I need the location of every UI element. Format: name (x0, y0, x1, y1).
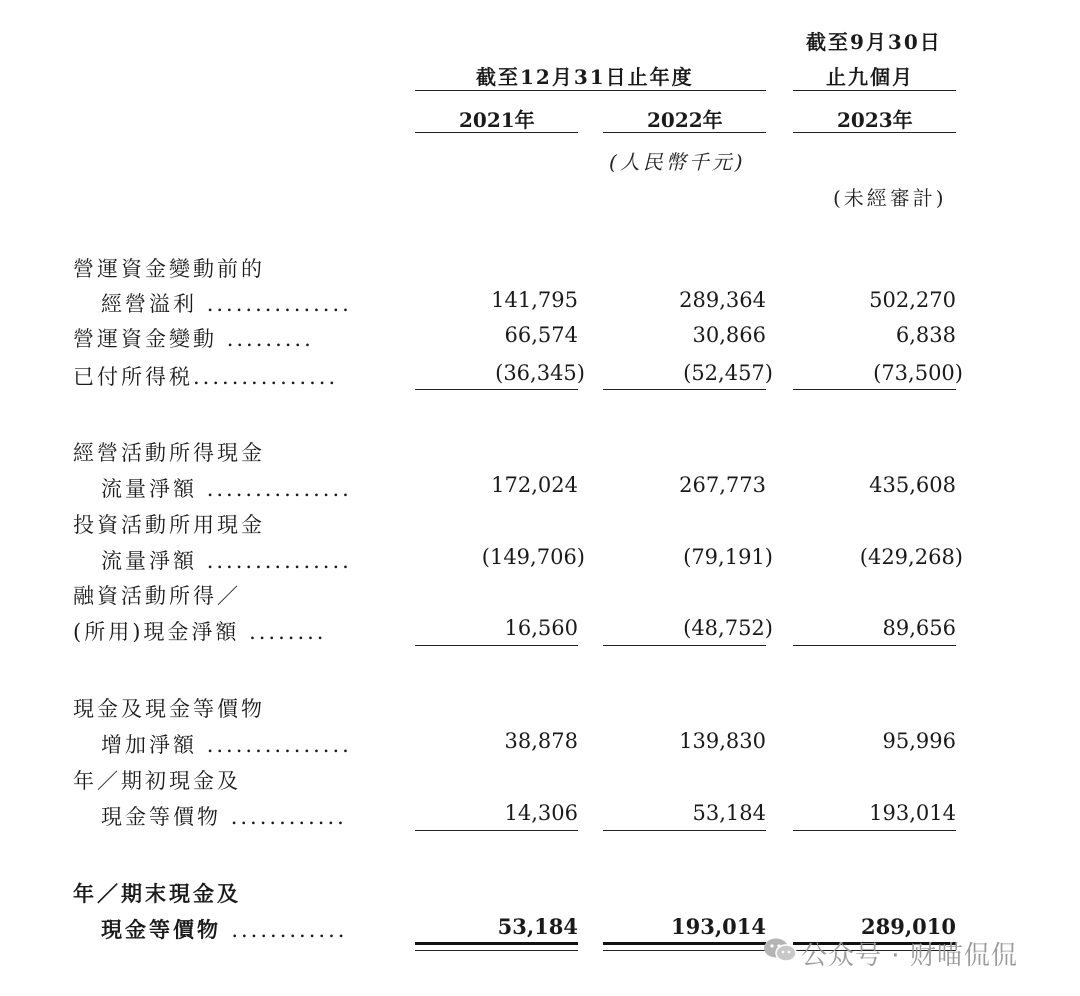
total-label-cont: 現金等價物 ............ (101, 917, 348, 942)
row-value-2023: 502,270 (869, 288, 956, 312)
period-9m-rule (793, 90, 956, 91)
subtotal-rule (415, 645, 578, 646)
unaudited-note: (未經審計) (833, 186, 947, 210)
row-value-2023: 193,014 (869, 801, 956, 825)
year-rule-2023 (793, 132, 956, 133)
row-value-2022: (48,752) (683, 616, 773, 640)
row-value-2023: 95,996 (882, 729, 956, 753)
row-label-cont: 增加淨額 ............... (101, 733, 352, 757)
row-value-2022: 53,184 (692, 801, 766, 825)
row-label: 營運資金變動前的 (73, 257, 265, 281)
row-value-2023: (429,268) (859, 545, 963, 569)
row-label: 融資活動所得／ (73, 584, 241, 608)
subtotal-rule (793, 645, 956, 646)
row-label: 經營活動所得現金 (73, 441, 265, 465)
row-value-2021: 16,560 (504, 616, 578, 640)
subtotal-rule (793, 389, 956, 390)
row-label-cont: 現金等價物 ............ (101, 805, 347, 829)
subtotal-rule (415, 389, 578, 390)
row-value-2021: 14,306 (504, 801, 578, 825)
row-label: 營運資金變動 ......... (73, 327, 314, 351)
period-9m-line1: 截至9月30日 (806, 30, 942, 54)
year-2022: 2022年 (647, 108, 723, 132)
total-value-2022: 193,014 (671, 914, 766, 939)
year-rule-2022 (603, 132, 766, 133)
subtotal-rule (603, 389, 766, 390)
row-value-2021: 172,024 (491, 473, 578, 497)
double-rule-top (603, 942, 766, 945)
row-value-2022: 30,866 (692, 323, 766, 347)
row-value-2023: 6,838 (895, 323, 956, 347)
row-value-2022: (79,191) (683, 545, 773, 569)
total-label: 年／期末現金及 (73, 881, 241, 906)
row-value-2021: 38,878 (504, 729, 578, 753)
row-label: 年／期初現金及 (73, 769, 241, 793)
row-label: 投資活動所用現金 (73, 513, 265, 537)
subtotal-rule (415, 830, 578, 831)
year-rule-2021 (415, 132, 578, 133)
subtotal-rule (603, 645, 766, 646)
double-rule-top (415, 942, 578, 945)
period-12m-header: 截至12月31日止年度 (476, 65, 694, 89)
row-value-2023: 89,656 (882, 616, 956, 640)
watermark-text: 公众号 · 财喵侃侃 (801, 941, 1018, 971)
subtotal-rule (793, 830, 956, 831)
double-rule-bottom (603, 950, 766, 951)
year-2023: 2023年 (837, 108, 913, 132)
row-value-2022: 139,830 (679, 729, 766, 753)
row-label-cont: 流量淨額 ............... (101, 477, 352, 501)
row-label-cont: 經營溢利 ............... (101, 292, 352, 316)
row-value-2021: (149,706) (481, 545, 585, 569)
row-value-2022: 267,773 (679, 473, 766, 497)
row-label: 已付所得税............... (73, 365, 339, 389)
period-12m-rule (415, 90, 766, 91)
row-label-cont: 流量淨額 ............... (101, 549, 352, 573)
row-value-2021: (36,345) (495, 361, 585, 385)
row-value-2022: 289,364 (679, 288, 766, 312)
period-9m-line2: 止九個月 (826, 65, 914, 89)
double-rule-bottom (415, 950, 578, 951)
total-value-2021: 53,184 (497, 914, 578, 939)
row-value-2021: 66,574 (504, 323, 578, 347)
year-2021: 2021年 (459, 108, 535, 132)
row-value-2022: (52,457) (683, 361, 773, 385)
currency-unit: (人民幣千元) (609, 150, 746, 174)
row-value-2021: 141,795 (491, 288, 578, 312)
total-value-2023: 289,010 (861, 914, 956, 939)
row-value-2023: (73,500) (873, 361, 963, 385)
row-value-2023: 435,608 (869, 473, 956, 497)
subtotal-rule (603, 830, 766, 831)
row-label: 現金及現金等價物 (73, 697, 265, 721)
row-label-cont: (所用)現金淨額 ........ (73, 620, 327, 644)
wechat-icon (763, 937, 797, 963)
